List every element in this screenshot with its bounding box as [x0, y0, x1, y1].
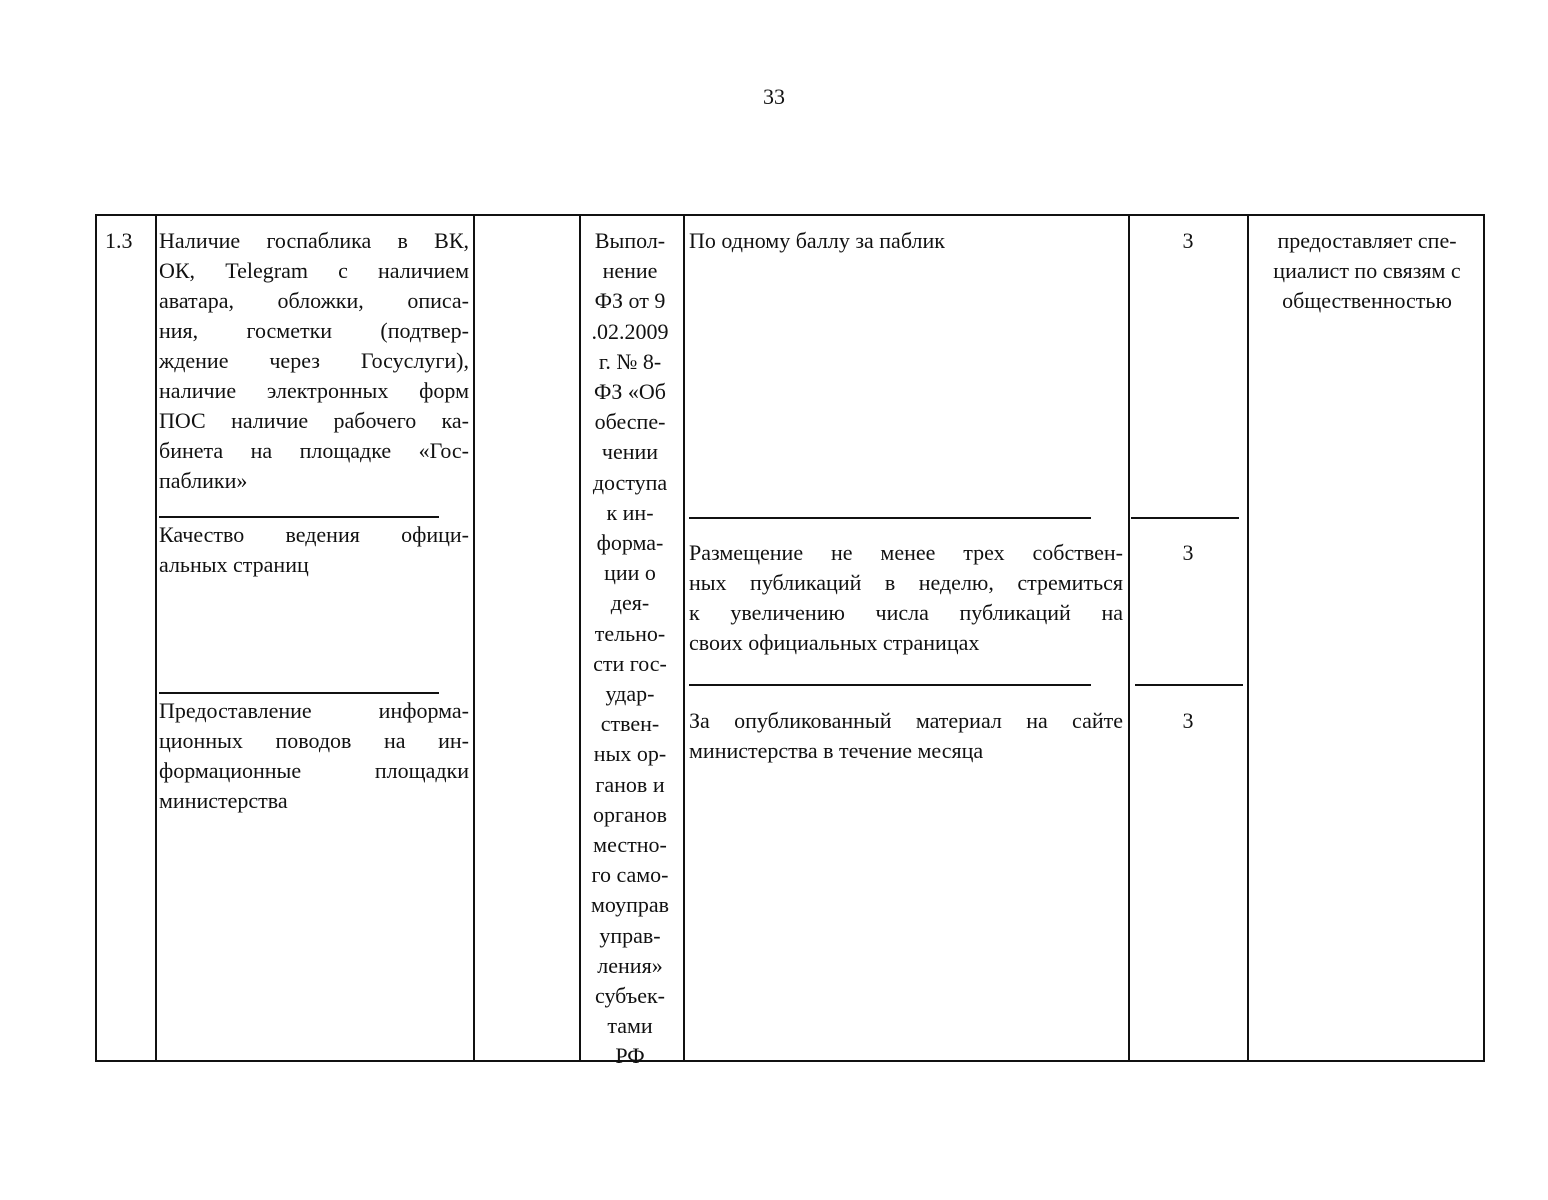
points-1: 3: [1182, 228, 1194, 253]
criterion-2-line: альных страниц: [159, 552, 309, 577]
law-basis-line: тельно-: [594, 620, 666, 646]
column-divider: [579, 214, 581, 1062]
criterion-2-line: Качество ведения офици-: [159, 522, 469, 547]
criterion-1-line: ПОС наличие рабочего ка-: [159, 408, 469, 433]
responsible-line: общественностью: [1282, 288, 1452, 313]
law-basis-line: г. № 8-: [598, 348, 662, 374]
criterion-1: [159, 226, 469, 496]
law-basis-line: дея-: [610, 590, 650, 616]
criterion-3-line: ционных поводов на ин-: [159, 728, 469, 753]
law-basis-line: чении: [601, 439, 659, 465]
law-basis-line: обеспе-: [594, 409, 666, 435]
law-basis-line: ных ор-: [593, 741, 667, 767]
row-number: 1.3: [105, 228, 133, 253]
law-basis-line: субъек-: [595, 983, 665, 1009]
law-basis-line: сти гос-: [593, 650, 667, 676]
law-basis-line: удар-: [605, 681, 655, 707]
column-divider: [473, 214, 475, 1062]
law-basis-line: форма-: [596, 530, 664, 556]
criterion-1-line: Наличие госпаблика в ВК,: [159, 228, 469, 253]
law-basis-line: ции о: [604, 560, 656, 586]
law-basis-line: к ин-: [606, 499, 654, 525]
responsible: [1251, 226, 1483, 316]
scoring-2-line: Размещение не менее трех собствен-: [689, 540, 1123, 565]
page-number: 33: [763, 84, 785, 109]
scoring-2-line: ных публикаций в неделю, стремиться: [689, 570, 1123, 595]
law-basis-line: доступа: [592, 469, 668, 495]
scoring-2-line: к увеличению числа публикаций на: [689, 600, 1123, 625]
law-basis-line: ФЗ от 9: [594, 288, 666, 314]
law-basis-line: ления»: [597, 952, 663, 978]
law-basis-line: тами: [607, 1013, 653, 1039]
criterion-1-line: наличие электронных форм: [159, 378, 469, 403]
scoring-separator: [689, 684, 1091, 686]
points-separator: [1135, 684, 1243, 686]
column-divider: [155, 214, 157, 1062]
scoring-1-line: По одному баллу за паблик: [689, 228, 945, 253]
scoring-2-line: своих официальных страницах: [689, 630, 980, 655]
criterion-1-line: ОК, Telegram с наличием: [159, 258, 469, 283]
criteria-table: [95, 214, 1485, 1069]
column-divider: [1128, 214, 1130, 1062]
law-basis-line: местно-: [593, 832, 667, 858]
criterion-separator: [159, 692, 439, 694]
scoring-3-line: За опубликованный материал на сайте: [689, 708, 1123, 733]
responsible-line: циалист по связям с: [1273, 258, 1461, 283]
scoring-separator: [689, 517, 1091, 519]
criterion-1-line: ждение через Госуслуги),: [159, 348, 469, 373]
law-basis-line: ствен-: [600, 711, 660, 737]
criterion-2: [159, 520, 469, 580]
points-3: 3: [1182, 708, 1194, 733]
scoring-2: [689, 538, 1123, 658]
criterion-separator: [159, 516, 439, 518]
points-2: 3: [1182, 540, 1194, 565]
law-basis-line: управ-: [599, 922, 661, 948]
table-bottom-border: [95, 1060, 1485, 1062]
law-basis-line: Выпол-: [594, 228, 666, 253]
column-divider: [1247, 214, 1249, 1062]
criterion-1-line: паблики»: [159, 468, 248, 493]
law-basis: [583, 226, 677, 1072]
law-basis-line: ганов и: [595, 771, 665, 797]
criterion-3: [159, 696, 469, 816]
criterion-1-line: аватара, обложки, описа-: [159, 288, 469, 313]
criterion-3-line: формационные площадки: [159, 758, 469, 783]
law-basis-line: .02.2009: [591, 318, 669, 344]
law-basis-line: го само-: [591, 862, 669, 888]
table-right-border: [1483, 214, 1485, 1062]
column-divider: [683, 214, 685, 1062]
scoring-1: [689, 226, 1123, 256]
law-basis-line: органов: [593, 801, 667, 827]
law-basis-line: ФЗ «Об: [594, 379, 666, 405]
law-basis-line: нение: [602, 258, 658, 284]
points-separator: [1131, 517, 1239, 519]
criterion-1-line: бинета на площадке «Гос-: [159, 438, 469, 463]
table-left-border: [95, 214, 97, 1062]
table-top-border: [95, 214, 1485, 216]
law-basis-line: РФ: [615, 1043, 645, 1069]
law-basis-line: моуправ: [590, 892, 669, 918]
scoring-3: [689, 706, 1123, 766]
criterion-3-line: министерства: [159, 788, 288, 813]
responsible-line: предоставляет спе-: [1277, 228, 1457, 253]
criterion-3-line: Предоставление информа-: [159, 698, 469, 723]
scoring-3-line: министерства в течение месяца: [689, 738, 984, 763]
criterion-1-line: ния, госметки (подтвер-: [159, 318, 469, 343]
